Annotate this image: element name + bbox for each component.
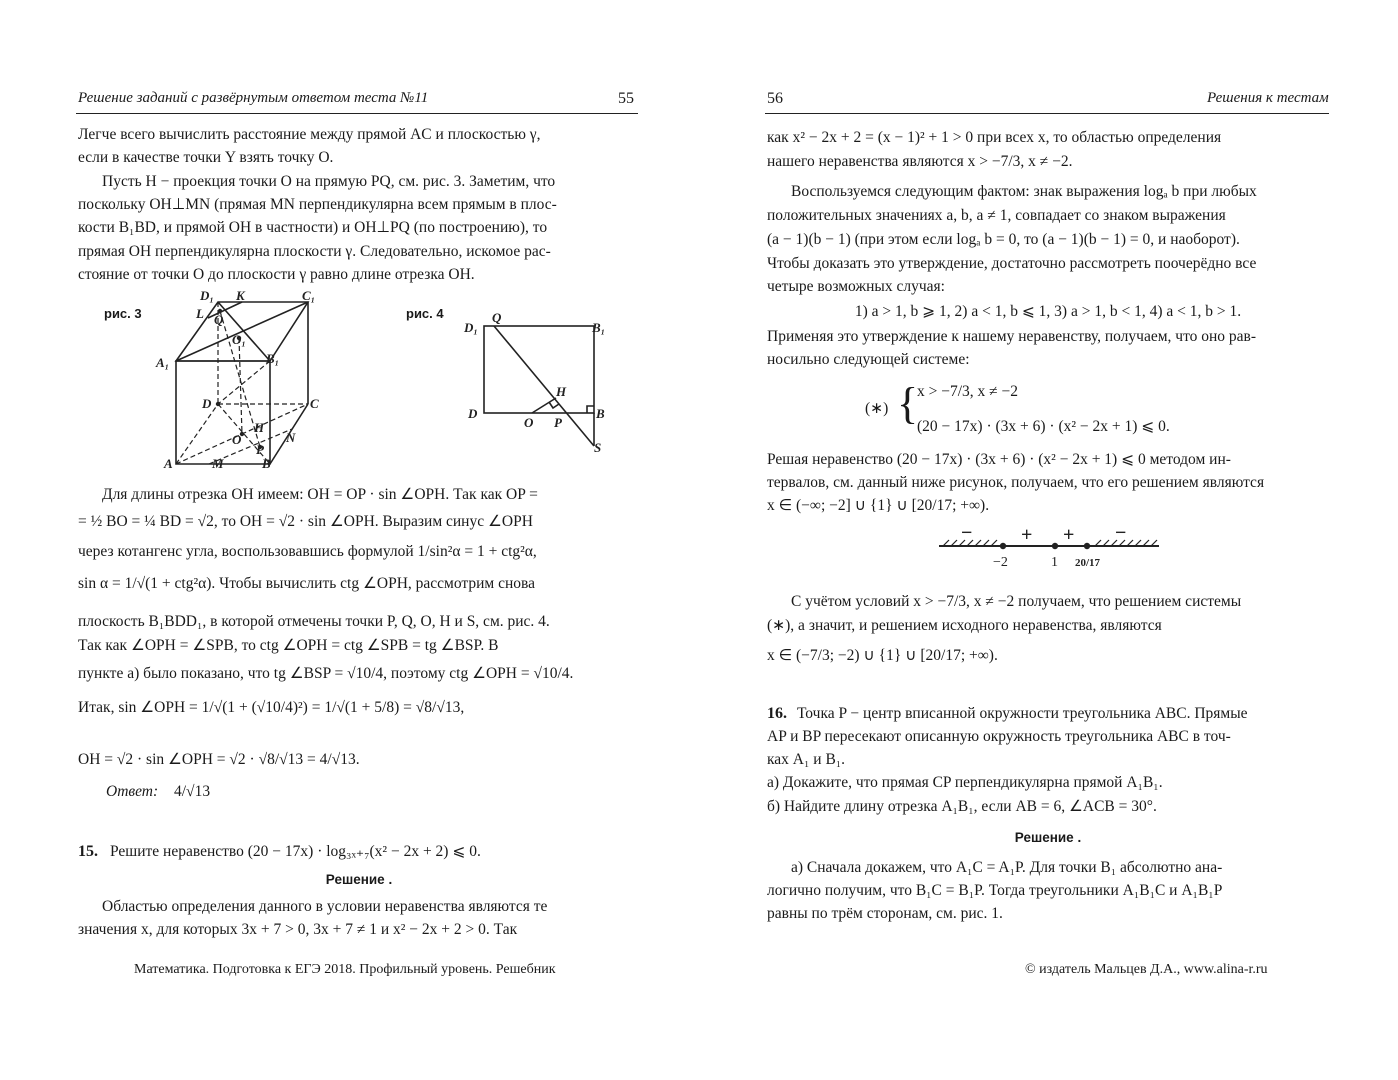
text-line: Легче всего вычислить расстояние между прямой AC и плоскостью γ, xyxy=(78,126,541,143)
task-16-line: ках A₁ и B₁. xyxy=(767,751,846,768)
math-line: = ½ BO = ¼ BD = √2, то OH = √2 · sin ∠OPH. Выразим синус ∠OPH xyxy=(78,513,533,530)
text-line: значения x, для которых 3x + 7 > 0, 3x + 7 ≠ 1 и x² − 2x + 2 > 0. Так xyxy=(78,921,518,938)
text-line: тервалов, см. данный ниже рисунок, получаем, что его решением являются xyxy=(767,474,1265,491)
solution-heading-left: Решение . xyxy=(325,872,393,887)
fig3-label-C: C xyxy=(310,396,319,411)
math-line: sin α = 1/√(1 + ctg²α). Чтобы вычислить ctg ∠OPH, рассмотрим снова xyxy=(78,575,535,592)
fig4-label-P: P xyxy=(554,415,562,430)
right-page-number: 56 xyxy=(767,90,783,107)
fig3-label-A: A xyxy=(164,456,173,471)
task-16-number: 16. xyxy=(767,705,787,722)
point-label-20-17: 20/17 xyxy=(1075,557,1101,569)
text-line: x ∈ (−7/3; −2) ∪ {1} ∪ [20/17; +∞). xyxy=(767,647,998,664)
task-16-line: AP и BP пересекают описанную окружность треугольника ABC в точ- xyxy=(767,728,1231,745)
text-line: а) Сначала докажем, что A₁C = A₁P. Для точки B₁ абсолютно ана- xyxy=(791,859,1223,876)
left-footer: Математика. Подготовка к ЕГЭ 2018. Профильный уровень. Решебник xyxy=(134,962,556,977)
fig3-label-O: O xyxy=(232,432,242,447)
task-15-number: 15. xyxy=(78,843,98,860)
left-running-header: Решение заданий с развёрнутым ответом теста №11 xyxy=(78,90,429,106)
fig3-label-N: N xyxy=(286,430,296,445)
fig4-label-Q: Q xyxy=(492,310,502,325)
text-line: кости B₁BD, и прямой OH в частности) и OH⊥PQ (по построению), то xyxy=(78,219,548,236)
text-line: нашего неравенства являются x > −7/3, x ≠ −2. xyxy=(767,153,1073,170)
cases-line: 1) a > 1, b ⩾ 1, 2) a < 1, b ⩽ 1, 3) a > 1, b < 1, 4) a < 1, b > 1. xyxy=(854,303,1242,320)
task-15-text: Решите неравенство (20 − 17x) · log₃ₓ₊₇(x² − 2x + 2) ⩽ 0. xyxy=(110,843,481,860)
figure-3-label: рис. 3 xyxy=(104,306,142,321)
text-line: носильно следующей системе: xyxy=(767,351,970,368)
fig3-label-B1: B₁ xyxy=(266,351,280,366)
fig4-label-H: H xyxy=(556,384,567,399)
system-line-1: x > −7/3, x ≠ −2 xyxy=(917,383,1019,400)
math-line: Для длины отрезка OH имеем: OH = OP · sin ∠OPH. Так как OP = xyxy=(102,486,538,503)
math-line: плоскость B₁BDD₁, в которой отмечены точки P, Q, O, H и S, см. рис. 4. xyxy=(78,613,550,630)
text-line: положительных значениях a, b, a ≠ 1, совпадает со знаком выражения xyxy=(767,207,1226,224)
solution-heading-right: Решение . xyxy=(1014,830,1082,845)
system-label: (∗) xyxy=(865,400,889,417)
right-footer: © издатель Мальцев Д.А., www.alina-r.ru xyxy=(1025,962,1268,977)
fig4-label-O: O xyxy=(524,415,534,430)
fig4-label-D1: D₁ xyxy=(464,320,478,335)
point-minus-2 xyxy=(1000,543,1006,549)
math-line: пункте а) было показано, что tg ∠BSP = √10/4, поэтому ctg ∠OPH = √10/4. xyxy=(78,665,574,682)
text-line: Пусть H − проекция точки O на прямую PQ, см. рис. 3. Заметим, что xyxy=(102,173,556,190)
text-line: четыре возможных случая: xyxy=(767,278,945,295)
sign-interval-4: − xyxy=(1115,522,1127,544)
task-16-line: Точка P − центр вписанной окружности треугольника ABC. Прямые xyxy=(797,705,1248,722)
answer-value: 4/√13 xyxy=(174,783,211,800)
right-page xyxy=(699,0,1398,1080)
text-line: равны по трём сторонам, см. рис. 1. xyxy=(767,905,1003,922)
system-brace: { xyxy=(897,379,919,428)
text-line: поскольку OH⊥MN (прямая MN перпендикулярна всем прямым в плос- xyxy=(78,196,557,213)
math-line: через котангенс угла, воспользовавшись формулой 1/sin²α = 1 + ctg²α, xyxy=(78,543,537,560)
fig3-label-H: H xyxy=(254,420,265,435)
math-line: OH = √2 · sin ∠OPH = √2 · √8/√13 = 4/√13. xyxy=(78,751,360,768)
text-line: Решая неравенство (20 − 17x) · (3x + 6) · (x² − 2x + 1) ⩽ 0 методом ин- xyxy=(767,451,1231,468)
interval-number-line xyxy=(935,522,1165,578)
text-line: прямая OH перпендикулярна плоскости γ. Следовательно, искомое рас- xyxy=(78,243,551,260)
sign-interval-2: + xyxy=(1021,524,1033,546)
fig4-label-D: D xyxy=(468,406,478,421)
point-20-17 xyxy=(1084,543,1090,549)
text-line: логично получим, что B₁C = B₁P. Тогда треугольники A₁B₁C и A₁B₁P xyxy=(767,882,1223,899)
point-label-minus-2: −2 xyxy=(993,555,1008,570)
fig3-label-C1: C₁ xyxy=(302,288,316,303)
sign-interval-1: − xyxy=(961,522,973,544)
system-line-2: (20 − 17x) · (3x + 6) · (x² − 2x + 1) ⩽ 0. xyxy=(917,418,1170,435)
fig3-label-D: D xyxy=(202,396,212,411)
figure-4-label: рис. 4 xyxy=(406,306,444,321)
point-label-1: 1 xyxy=(1051,555,1058,570)
fig3-label-B: B xyxy=(262,456,271,471)
fig3-label-D1: D₁ xyxy=(200,288,214,303)
right-header-rule xyxy=(765,113,1329,114)
text-line: если в качестве точки Y взять точку O. xyxy=(78,149,334,166)
math-line: Так как ∠OPH = ∠SPB, то ctg ∠OPH = ctg ∠SPB = tg ∠BSP. В xyxy=(78,637,499,654)
fig3-label-M: M xyxy=(212,456,224,471)
text-line: Применяя это утверждение к нашему неравенству, получаем, что оно рав- xyxy=(767,328,1257,345)
fig4-label-B1: B₁ xyxy=(592,320,606,335)
text-line: Чтобы доказать это утверждение, достаточно рассмотреть поочерёдно все xyxy=(767,255,1257,272)
fig3-label-K: K xyxy=(236,288,245,303)
fig4-label-S: S xyxy=(594,440,602,455)
text-line: x ∈ (−∞; −2] ∪ {1} ∪ [20/17; +∞). xyxy=(767,497,990,514)
left-page-number: 55 xyxy=(618,90,634,107)
fig3-label-Q: Q xyxy=(214,312,224,327)
sign-interval-3: + xyxy=(1063,524,1075,546)
text-line: Воспользуемся следующим фактом: знак выражения logₐ b при любых xyxy=(791,183,1257,200)
text-line: (a − 1)(b − 1) (при этом если logₐ b = 0, то (a − 1)(b − 1) = 0, и наоборот). xyxy=(767,231,1240,248)
task-16-part-a: а) Докажите, что прямая CP перпендикулярна прямой A₁B₁. xyxy=(767,774,1163,791)
left-header-rule xyxy=(76,113,638,114)
text-line: стояние от точки O до плоскости γ равно длине отрезка OH. xyxy=(78,266,475,283)
fig4-label-B: B xyxy=(596,406,605,421)
figure-4-rectangle xyxy=(456,306,616,456)
math-line: Итак, sin ∠OPH = 1/√(1 + (√10/4)²) = 1/√(1 + 5/8) = √8/√13, xyxy=(78,699,465,716)
answer-label: Ответ: xyxy=(106,783,159,800)
right-running-header: Решения к тестам xyxy=(1207,90,1329,106)
task-16-part-b: б) Найдите длину отрезка A₁B₁, если AB = 6, ∠ACB = 30°. xyxy=(767,798,1157,815)
fig3-label-P: P xyxy=(256,442,264,457)
text-line: Областью определения данного в условии неравенства являются те xyxy=(102,898,548,915)
text-line: (∗), а значит, и решением исходного неравенства, являются xyxy=(767,617,1162,634)
fig3-label-A1: A₁ xyxy=(156,355,170,370)
text-line: как x² − 2x + 2 = (x − 1)² + 1 > 0 при всех x, то областью определения xyxy=(767,129,1222,146)
point-1 xyxy=(1052,543,1058,549)
fig3-label-L: L xyxy=(196,306,204,321)
text-line: С учётом условий x > −7/3, x ≠ −2 получаем, что решением системы xyxy=(791,593,1242,610)
fig3-label-O1: O₁ xyxy=(232,332,246,347)
